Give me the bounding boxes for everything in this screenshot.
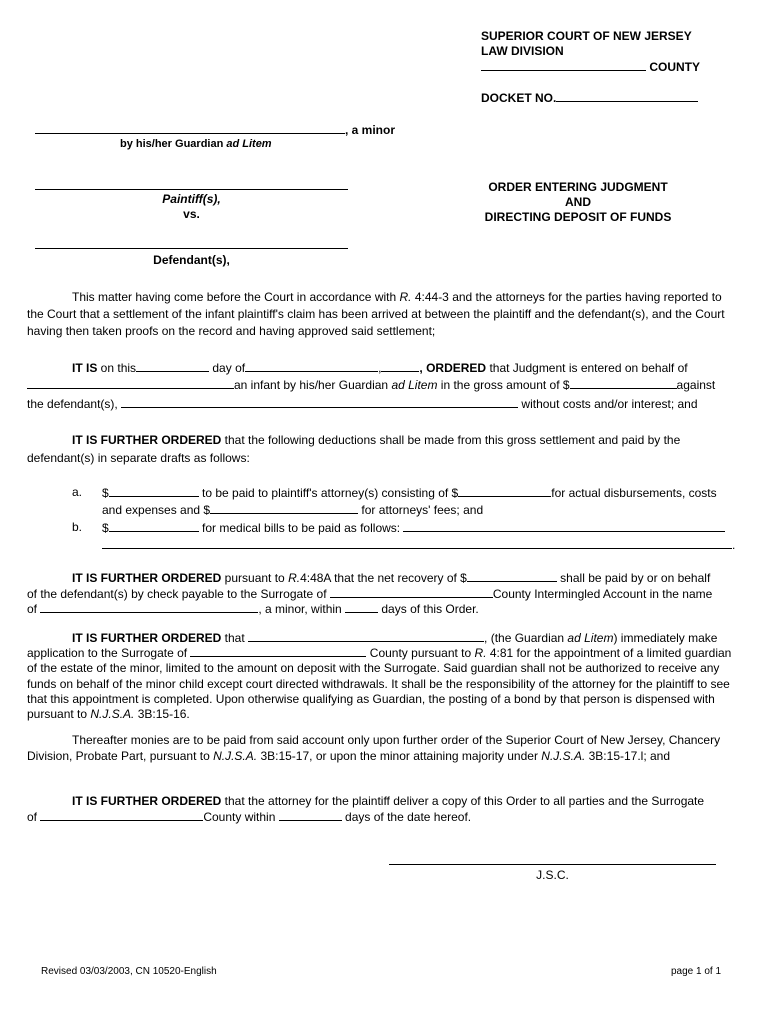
defendant-name-field[interactable] <box>35 248 348 249</box>
court-name: SUPERIOR COURT OF NEW JERSEY <box>481 29 692 43</box>
guardian-paragraph-body: application to the Surrogate of County pursuant to R. 4:81 for the appointment of a limited guardian of the estate of the minor, limited to the amount on deposit with the Surrogate. Said guardian shall not be authorized to receive any funds on behalf of the minor child except court directed withdrawals. It shall be the responsibility of the attorney for the plaintiff to see that this appointment is completed. Upon otherwise qualifying as Guardian, the posting of a bond by that person is dispensed with pursuant to N.J.S.A. 3B:15-16. <box>27 646 732 722</box>
county-label: COUNTY <box>649 60 701 74</box>
defendants-names-field[interactable] <box>121 396 518 408</box>
judgment-line3: the defendant(s), without costs and/or interest; and <box>27 397 698 411</box>
docket-number-field[interactable] <box>556 90 698 102</box>
docket-line <box>481 90 698 106</box>
infant-name-field[interactable] <box>27 377 234 389</box>
minor-suffix: , a minor <box>345 123 396 137</box>
order-title-line2: AND <box>565 195 591 209</box>
day-field[interactable] <box>136 360 209 372</box>
deduction-a-line1: $ to be paid to plaintiff's attorney(s) consisting of $ for actual disbursements, costs <box>102 486 717 500</box>
net-recovery-line3: of , a minor, within days of this Order. <box>27 602 479 616</box>
surrogate-county-field[interactable] <box>330 586 493 598</box>
deposit-days-field[interactable] <box>345 601 378 613</box>
deduction-b-line2: . <box>102 537 735 553</box>
attorney-fees-field[interactable] <box>210 502 358 514</box>
copy-line1: IT IS FURTHER ORDERED that the attorney for the plaintiff deliver a copy of this Order to all parties and the Surrogate <box>72 794 705 808</box>
docket-label: DOCKET NO. <box>481 91 557 105</box>
minor-name-line <box>35 122 395 138</box>
medical-bills-amount-field[interactable] <box>109 520 199 532</box>
attorney-payment-field[interactable] <box>109 485 199 497</box>
deduction-b-line1: $ for medical bills to be paid as follows: <box>102 520 725 536</box>
county-field[interactable] <box>481 59 646 71</box>
county-line <box>481 59 700 75</box>
copy-days-field[interactable] <box>279 809 342 821</box>
division-name: LAW DIVISION <box>481 44 564 58</box>
guardian-line1: IT IS FURTHER ORDERED that , (the Guardian ad Litem) immediately make <box>72 631 718 645</box>
copy-line2: of County within days of the date hereof. <box>27 810 472 824</box>
minor-account-name-field[interactable] <box>40 601 258 613</box>
thereafter-paragraph: Thereafter monies are to be paid from said account only upon further order of the Superior Court of New Jersey, Chancery Division, Probate Part, pursuant to N.J.S.A. 3B:15-17, or upon the minor attaining majority under N.J.S.A. 3B:15-17.l; and <box>27 733 721 763</box>
guardian-surrogate-county-field[interactable] <box>190 645 366 657</box>
copy-county-field[interactable] <box>40 809 203 821</box>
page-number: page 1 of 1 <box>671 966 722 977</box>
plaintiff-name-field[interactable] <box>35 189 348 190</box>
judgment-line1: IT IS on this day of , , ORDERED that Judgment is entered on behalf of <box>72 361 688 375</box>
disbursement-amount-field[interactable] <box>458 485 551 497</box>
guardian-caption: by his/her Guardian ad Litem <box>120 138 272 150</box>
medical-bills-payee-field-2[interactable] <box>102 537 732 549</box>
gross-amount-field[interactable] <box>570 377 677 389</box>
order-title-line1: ORDER ENTERING JUDGMENT <box>488 180 668 194</box>
year-field[interactable] <box>381 360 419 372</box>
plaintiff-label: Paintiff(s), <box>162 192 221 206</box>
net-recovery-line1: IT IS FURTHER ORDERED pursuant to R.4:48A that the net recovery of $ shall be paid by or on behalf <box>72 571 711 585</box>
deduction-a-label: a. <box>72 485 83 499</box>
order-title-line3: DIRECTING DEPOSIT OF FUNDS <box>484 210 672 224</box>
judgment-line2: an infant by his/her Guardian ad Litem in the gross amount of $ against <box>27 377 715 393</box>
jsc-label: J.S.C. <box>536 868 569 882</box>
deductions-paragraph: IT IS FURTHER ORDERED that the following deductions shall be made from this gross settlement and paid by the defendant(s) in separate drafts as follows: <box>27 433 681 465</box>
vs-label: vs. <box>183 207 200 221</box>
revision-note: Revised 03/03/2003, CN 10520-English <box>41 966 217 977</box>
guardian-name-field[interactable] <box>248 630 484 642</box>
intro-paragraph: This matter having come before the Court in accordance with R. 4:44-3 and the attorneys for the parties having reported to the Court that a settlement of the infant plaintiff's claim has been arrived at between the plaintiff and the defendant(s), and the Court having then taken proofs on the record and having approved said settlement; <box>27 290 725 338</box>
net-recovery-line2: of the defendant(s) by check payable to the Surrogate of County Intermingled Account in the name <box>27 587 713 601</box>
defendant-label: Defendant(s), <box>153 253 230 267</box>
deduction-b-label: b. <box>72 520 83 534</box>
judge-signature-line[interactable] <box>389 864 716 865</box>
medical-bills-payee-field[interactable] <box>403 520 725 532</box>
minor-name-field[interactable] <box>35 122 345 134</box>
net-recovery-field[interactable] <box>467 570 557 582</box>
month-field[interactable] <box>245 360 378 372</box>
deduction-a-line2: and expenses and $ for attorneys' fees; and <box>102 503 484 517</box>
